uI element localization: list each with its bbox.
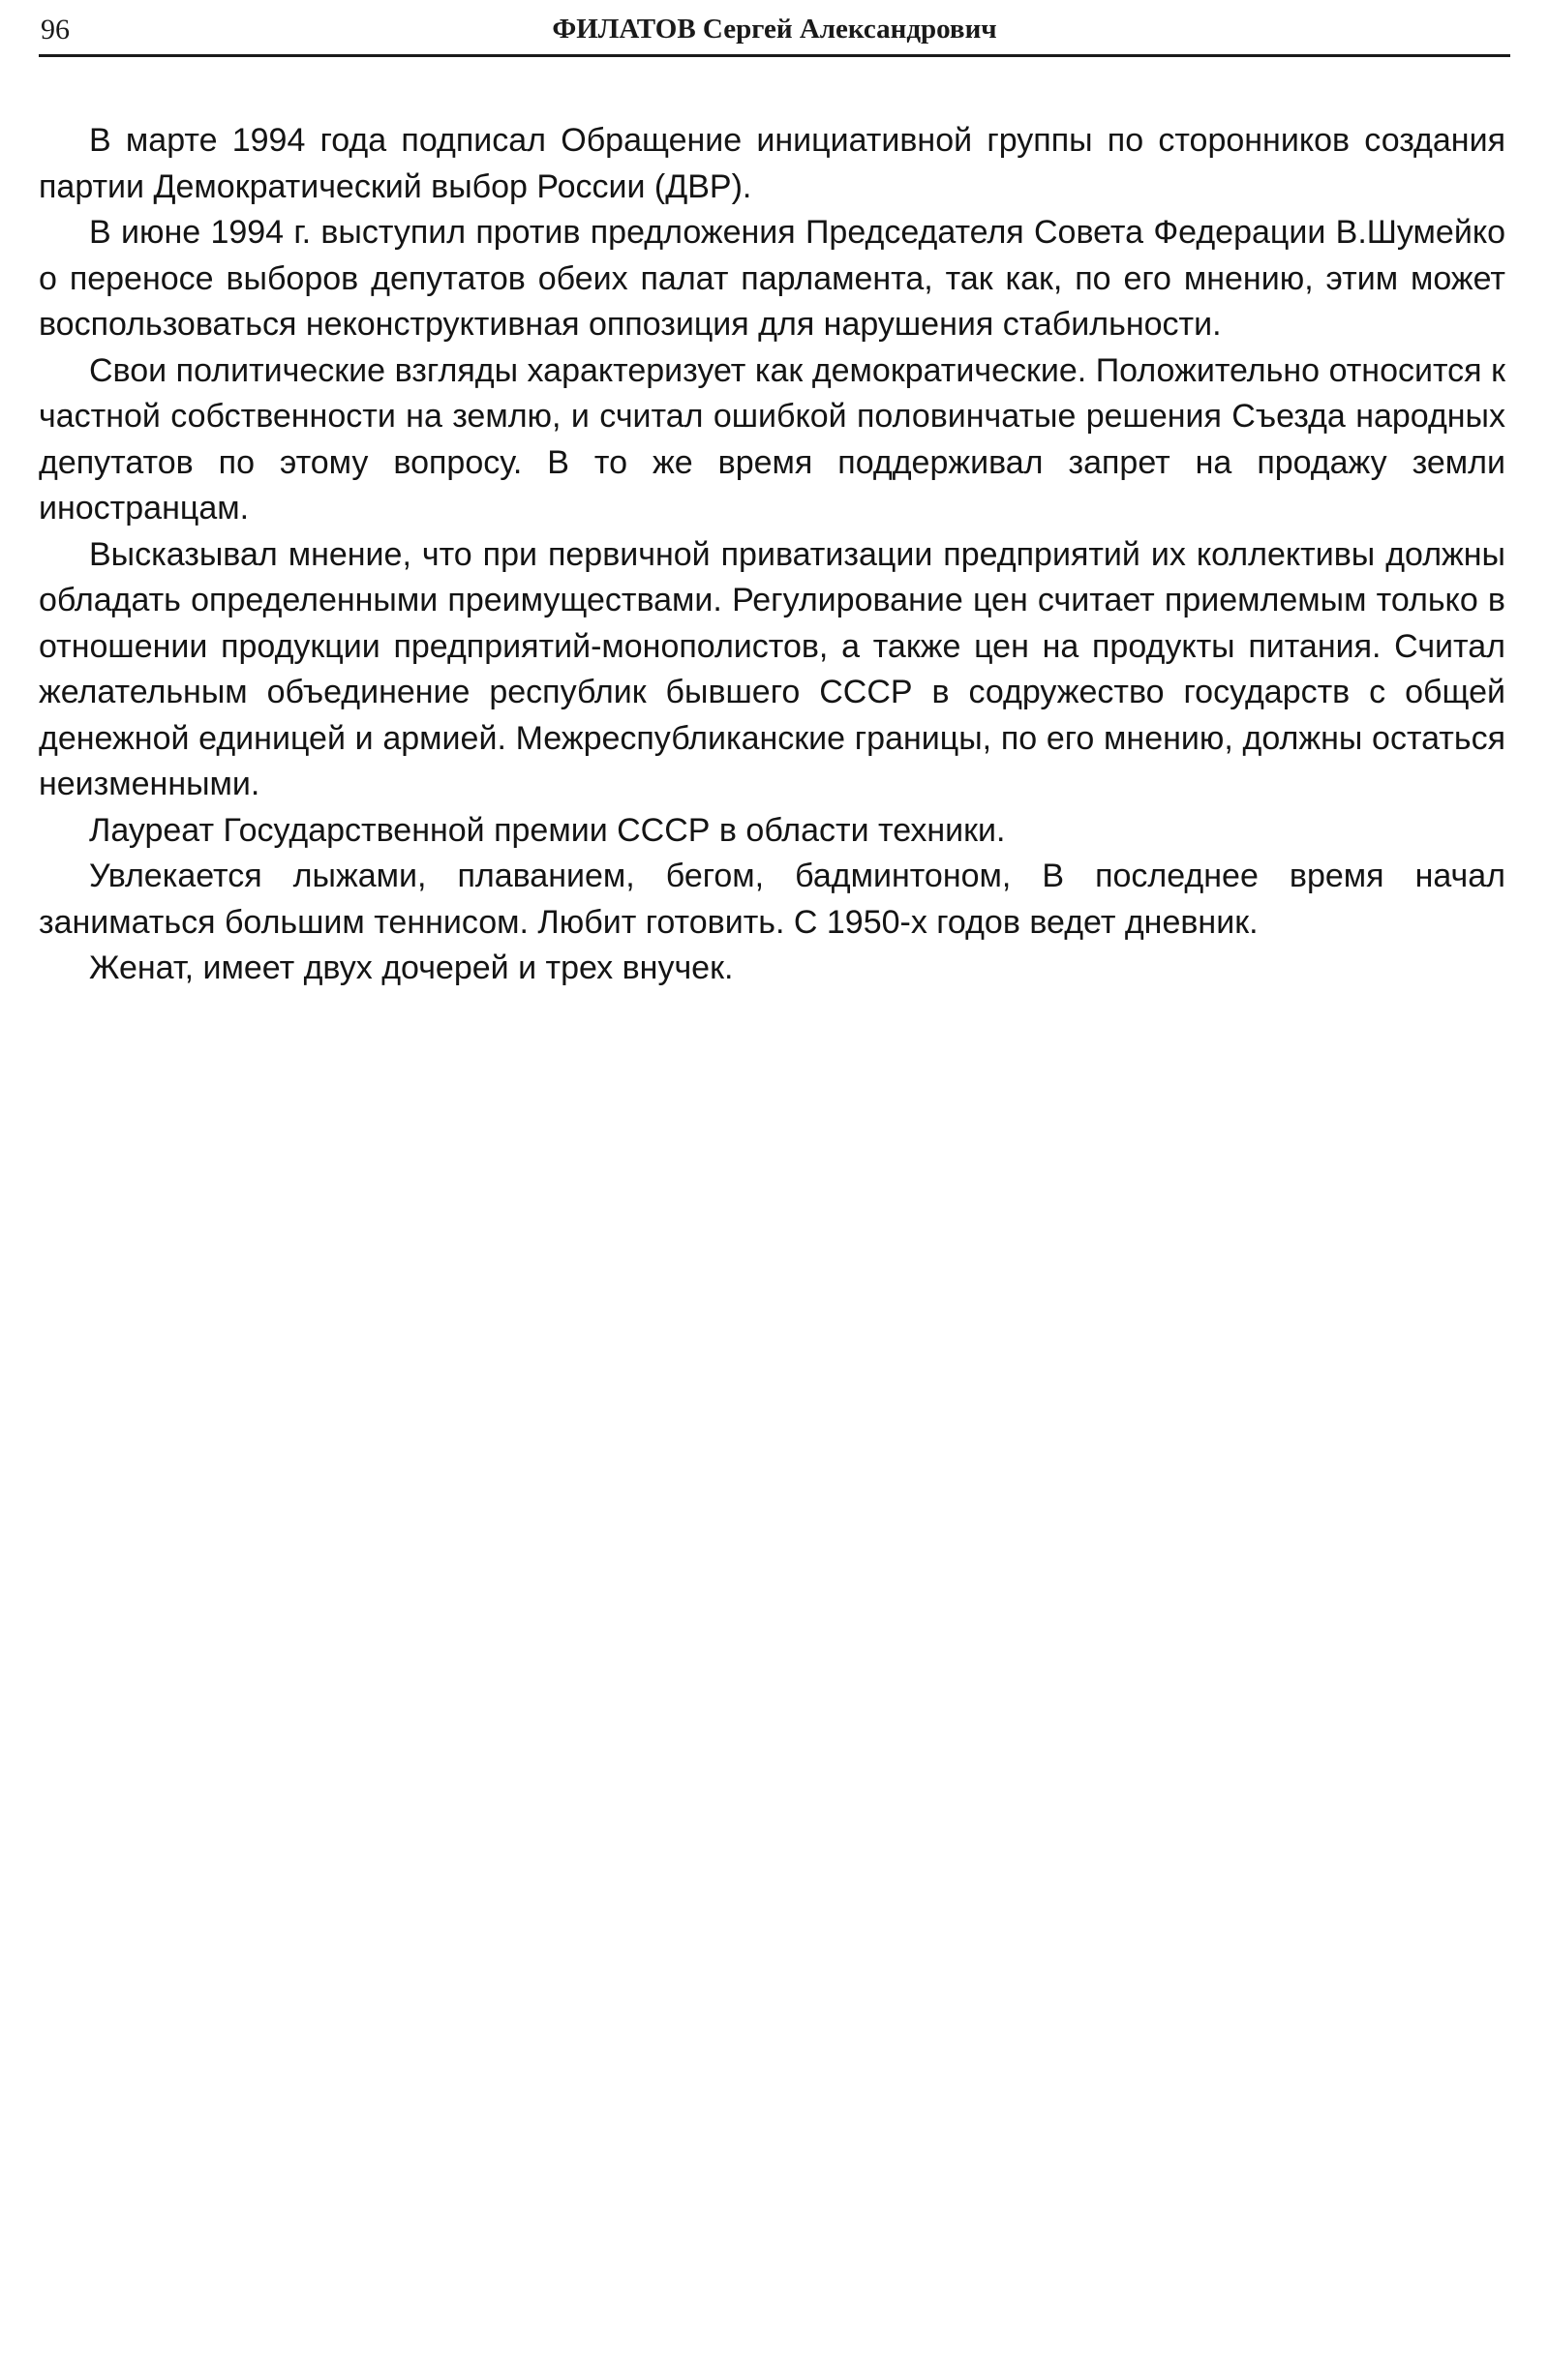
paragraph-state-prize: Лауреат Государственной премии СССР в области техники. <box>89 811 1006 849</box>
paragraph-economic-views: Высказывал мнение, что при первичной приватизации предприятий их коллективы должны обладать определенными преимуществами. Регулирование цен считает приемлемым только в отношении продукции предприятий-монополистов, а также цен на продукты питания. Считал желательным объединение республик бывшего СССР в содружество государств с общей денежной единицей и армией. Межреспубликанские границы, по его мнению, должны остаться неизменными. <box>39 535 1505 802</box>
page-number: 96 <box>41 14 70 45</box>
body-text <box>39 118 1505 992</box>
paragraph-elections-position: В июне 1994 г. выступил против предложения Председателя Совета Федерации В.Шумейко о переносе выборов депутатов обеих палат парламента, так как, по его мнению, этим может воспользоваться неконструктивная оппозиция для нарушения стабильности. <box>39 214 1505 343</box>
running-header <box>39 12 1510 57</box>
header-title: ФИЛАТОВ Сергей Александрович <box>552 14 997 45</box>
paragraph-hobbies: Увлекается лыжами, плаванием, бегом, бадминтоном, В последнее время начал заниматься большим теннисом. Любит готовить. С 1950-х годов ведет дневник. <box>39 858 1505 941</box>
paragraph-family: Женат, имеет двух дочерей и трех внучек. <box>89 949 734 986</box>
paragraph-dvr-appeal: В марте 1994 года подписал Обращение инициативной группы по сторонников создания партии Демократический выбор России (ДВР). <box>39 122 1505 205</box>
paragraph-political-views: Свои политические взгляды характеризует как демократические. Положительно относится к частной собственности на землю, и считал ошибкой половинчатые решения Съезда народных депутатов по этому вопросу. В то же время поддерживал запрет на продажу земли иностранцам. <box>39 351 1505 527</box>
